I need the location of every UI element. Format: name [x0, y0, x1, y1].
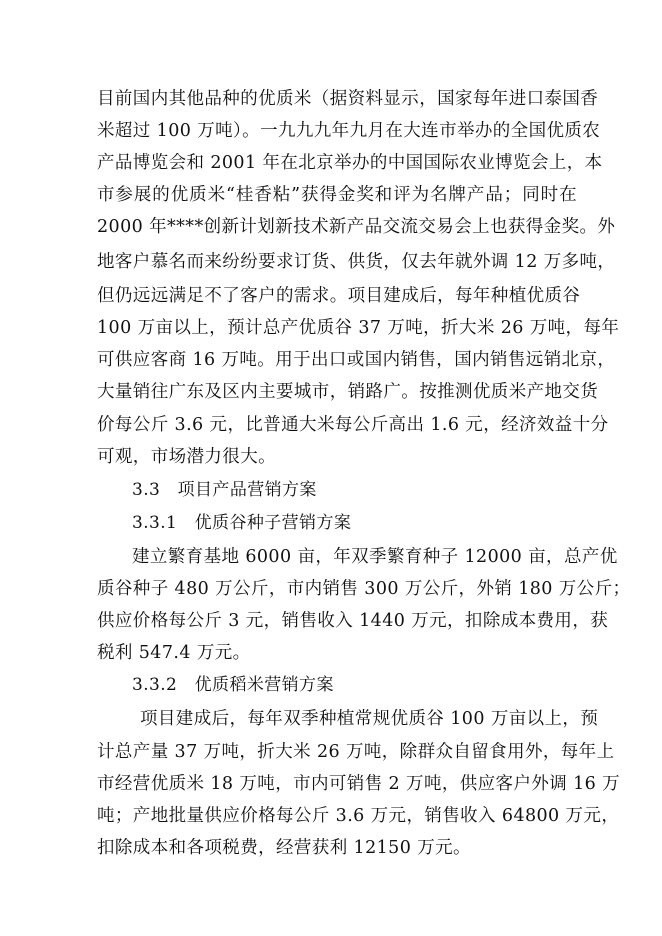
paragraph-line: 大量销往广东及区内主要城市，销路广。按推测优质米产地交货 — [97, 382, 599, 402]
paragraph-line: 项目建成后，每年双季种植常规优质谷 100 万亩以上，预 — [140, 709, 599, 729]
section-heading: 3.3 项目产品营销方案 — [132, 480, 317, 500]
paragraph-line: 可供应客商 16 万吨。用于出口或国内销售，国内销售远销北京， — [97, 350, 616, 370]
subsection-heading: 3.3.2 优质稻米营销方案 — [132, 675, 334, 695]
paragraph-line: 100 万亩以上，预计总产优质谷 37 万吨，折大米 26 万吨，每年 — [97, 318, 620, 338]
paragraph-line: 税利 547.4 万元。 — [97, 643, 251, 663]
paragraph-line: 计总产量 37 万吨，折大米 26 万吨，除群众自留食用外，每年上 — [97, 742, 615, 762]
paragraph-line: 但仍远远满足不了客户的需求。项目建成后，每年种植优质谷 — [97, 286, 581, 306]
paragraph-line: 产品博览会和 2001 年在北京举办的中国国际农业博览会上，本 — [97, 153, 603, 173]
paragraph-line: 市经营优质米 18 万吨，市内可销售 2 万吨，供应客户外调 16 万 — [97, 774, 621, 794]
paragraph-line: 2000 年****创新计划新技术新产品交流交易会上也获得金奖。外 — [97, 217, 616, 237]
subsection-heading: 3.3.1 优质谷种子营销方案 — [132, 513, 352, 533]
paragraph-line: 目前国内其他品种的优质米（据资料显示，国家每年进口泰国香 — [97, 89, 599, 109]
paragraph-line: 地客户慕名而来纷纷要求订货、供货，仅去年就外调 12 万多吨， — [97, 252, 616, 272]
paragraph-line: 吨；产地批量供应价格每公斤 3.6 万元，销售收入 64800 万元， — [97, 806, 620, 826]
paragraph-line: 米超过 100 万吨）。一九九九年九月在大连市举办的全国优质农 — [97, 121, 601, 141]
paragraph-line: 扣除成本和各项税费，经营获利 12150 万元。 — [97, 838, 471, 858]
paragraph-line: 供应价格每公斤 3 元，销售收入 1440 万元，扣除成本费用，获 — [97, 611, 609, 631]
paragraph-line: 建立繁育基地 6000 亩，年双季繁育种子 12000 亩，总产优 — [132, 547, 618, 567]
paragraph-line: 质谷种子 480 万公斤，市内销售 300 万公斤，外销 180 万公斤； — [97, 579, 631, 599]
paragraph-line: 可观，市场潜力很大。 — [97, 447, 276, 467]
paragraph-line: 市参展的优质米“桂香粘”获得金奖和评为名牌产品；同时在 — [97, 185, 577, 205]
paragraph-line: 价每公斤 3.6 元，比普通大米每公斤高出 1.6 元，经济效益十分 — [97, 415, 609, 435]
